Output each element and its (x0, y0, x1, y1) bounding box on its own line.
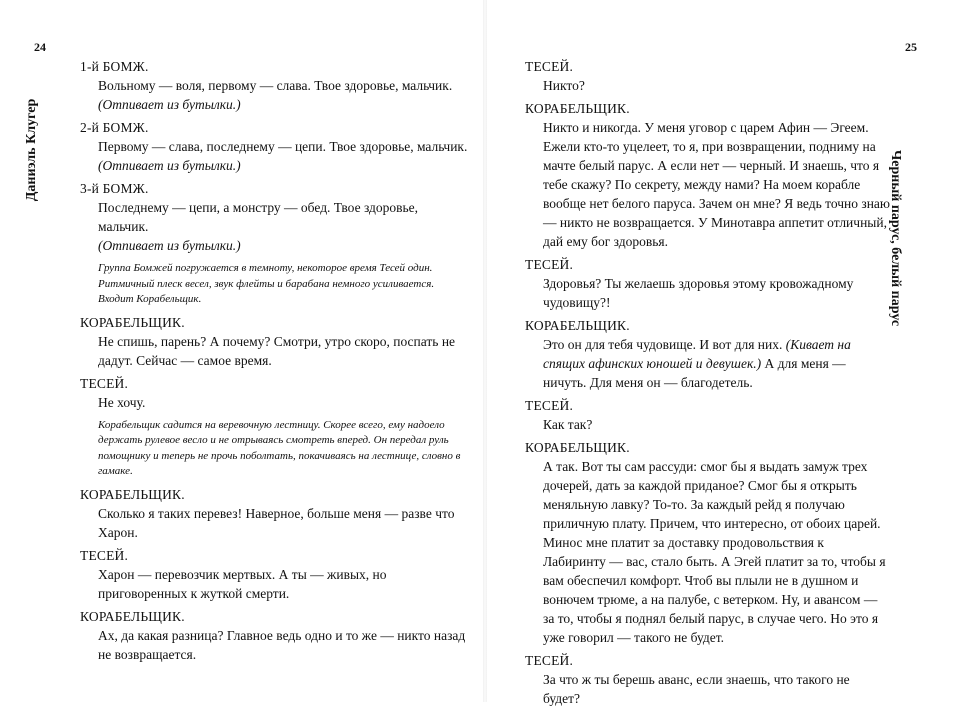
speaker-name: 2-й БОМЖ. (80, 120, 149, 135)
inline-stage-direction: (Кивает на спящих афинских юношей и девушек.) (543, 337, 851, 371)
speaker-name: 1-й БОМЖ. (80, 59, 149, 74)
left-running-head-text: Даниэль Клугер (24, 98, 39, 202)
right-page-number: 25 (905, 40, 917, 54)
speech-line: Харон — перевозчик мертвых. А ты — живых, но приговоренных к жуткой смерти. (98, 566, 387, 601)
left-page (0, 0, 485, 702)
speech-line-with-stage-direction (543, 335, 890, 392)
speech-line: Первому — слава, последнему — цепи. Твое здоровье, мальчик. (98, 139, 468, 154)
speech-line: Не спишь, парень? А почему? Смотри, утро скоро, поспать не дадут. Сейчас — самое время. (98, 333, 456, 368)
speaker-name: КОРАБЕЛЬЩИК. (525, 318, 630, 333)
speaker-name: КОРАБЕЛЬЩИК. (80, 608, 185, 624)
stage-direction-line: (Отпивает из бутылки.) (98, 158, 241, 173)
speech-line: Никто? (543, 78, 585, 93)
speech-line: Здоровья? Ты желаешь здоровья этому кровожадному чудовищу?! (543, 276, 854, 310)
speaker-name: КОРАБЕЛЬЩИК. (80, 486, 185, 502)
right-page (485, 0, 970, 706)
speech-line: Последнему — цепи, а монстру — обед. Твое здоровье, мальчик. (98, 200, 419, 234)
speech-line: А так. Вот ты сам рассуди: смог бы я выдать замуж трех дочерей, дать за каждой приданое? Смог бы я открыть меняльную лавку? То-то. За каждый рейд я получаю приличную плату. Причем, что интересно, от обоих царей. Минос мне платит за доставку продовольствия к Лабиринту — вас, стало быть. А Эгей платит за то, чтобы я вам обеспечил комфорт. Чтоб вы плыли не в душном и вонючем трюме, а на палубе, с ветерком. Ну, и авансом — за то, чтобы я поднял белый парус, в случае чего. Но это я уже говорил — такого не будет. (543, 459, 886, 645)
speech-line: За что ж ты берешь аванс, если знаешь, что такого не будет? (543, 672, 850, 706)
speech-text: А для меня — ничуть. Для меня он — благодетель. (543, 356, 846, 390)
stage-direction-line: (Отпивает из бутылки.) (98, 97, 241, 112)
speaker-name: ТЕСЕЙ. (525, 398, 574, 413)
speech-line: Вольному — воля, первому — слава. Твое здоровье, мальчик. (98, 78, 453, 93)
speech-line: Как так? (543, 417, 593, 432)
speech-text: Это он для тебя чудовище. И вот для них. (543, 337, 786, 352)
right-text-block (525, 58, 890, 708)
speaker-name: ТЕСЕЙ. (525, 59, 574, 74)
speech-line: Никто и никогда. У меня уговор с царем Афин — Эгеем. Ежели кто-то уцелеет, то я, при возвращении, подниму на мачте белый парус. А если нет — черный. И знаешь, что я тебе скажу? По секрету, между нами? На моем корабле вообще нет белого паруса. Зачем он мне? Я ведь точно знаю — никто не возвращается. У Минотавра аппетит отличный, дай ему бог здоровья. (543, 120, 891, 249)
stage-direction-block: Корабельщик садится на веревочную лестницу. Скорее всего, ему надоело держать рулевое весло и не отрываясь смотреть вперед. Он передал руль помощнику и теперь не прочь поболтать, покачиваясь на лестнице, словно в гамаке. (98, 418, 461, 477)
speaker-name: КОРАБЕЛЬЩИК. (525, 101, 630, 116)
left-page-number: 24 (34, 40, 46, 54)
speech-line: Сколько я таких перевез! Наверное, больше меня — разве что Харон. (98, 505, 455, 540)
speaker-name: ТЕСЕЙ. (525, 257, 574, 272)
speech-line: Ах, да какая разница? Главное ведь одно и то же — никто назад не возвращается. (98, 627, 466, 662)
right-running-head: Черный парус, белый парус (888, 150, 903, 327)
speaker-name: КОРАБЕЛЬЩИК. (525, 440, 630, 455)
speech-line: Не хочу. (98, 394, 146, 410)
speaker-name: ТЕСЕЙ. (80, 375, 129, 391)
speaker-name: 3-й БОМЖ. (80, 181, 149, 196)
speaker-name: ТЕСЕЙ. (80, 547, 129, 563)
left-text-block (80, 58, 470, 664)
stage-direction-line: (Отпивает из бутылки.) (98, 238, 241, 253)
speaker-name: КОРАБЕЛЬЩИК. (80, 314, 185, 330)
speaker-name: ТЕСЕЙ. (525, 653, 574, 668)
stage-direction-block: Группа Бомжей погружается в темноту, некоторое время Тесей один. Ритмичный плеск весел, звук флейты и барабана немного усиливается. Входит Корабельщик. (98, 262, 435, 305)
